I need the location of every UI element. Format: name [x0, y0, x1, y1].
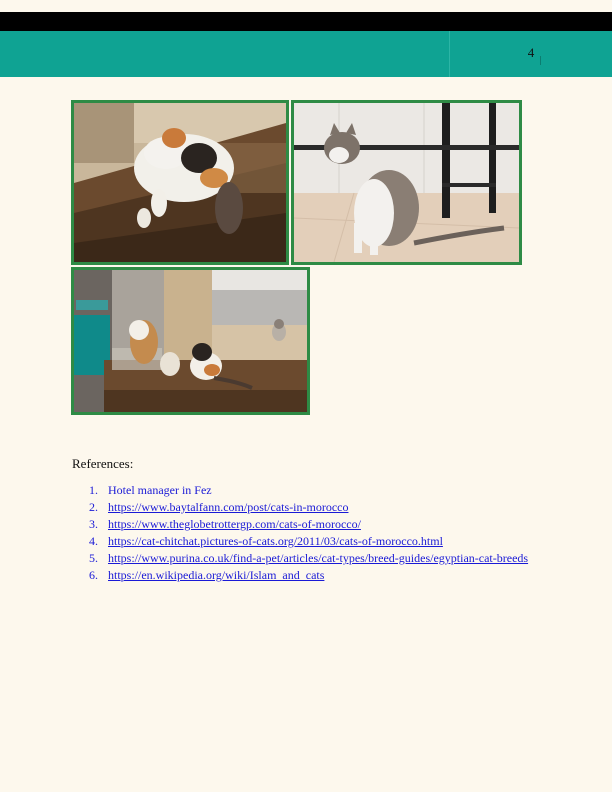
header-divider — [449, 31, 450, 77]
reference-link[interactable]: https://cat-chitchat.pictures-of-cats.org/2011/03/cats-of-morocco.html — [108, 534, 443, 548]
reference-item — [72, 567, 542, 583]
reference-link[interactable]: https://www.theglobetrottergp.com/cats-of-morocco/ — [108, 517, 361, 531]
tabby-white-cat-sitting-photo — [291, 100, 522, 265]
header-band — [0, 31, 612, 77]
reference-link[interactable]: https://www.purina.co.uk/find-a-pet/articles/cat-types/breed-guides/egyptian-cat-breeds — [108, 551, 529, 565]
reference-link[interactable]: https://en.wikipedia.org/wiki/Islam_and_cats — [108, 568, 325, 582]
reference-item — [72, 516, 542, 532]
references-list — [72, 482, 542, 584]
reference-item — [72, 499, 542, 515]
reference-number: 2. — [89, 500, 98, 514]
reference-number: 5. — [89, 551, 98, 565]
reference-item — [72, 533, 542, 549]
reference-item — [72, 550, 542, 566]
reference-item — [72, 482, 542, 498]
reference-number: 6. — [89, 568, 98, 582]
page-number-marker — [540, 56, 541, 65]
cats-by-doorway-photo — [71, 267, 310, 415]
page-number: 4 — [527, 45, 535, 60]
references-title: References: — [72, 456, 134, 471]
calico-cat-grooming-photo — [71, 100, 289, 265]
reference-text: Hotel manager in Fez — [108, 483, 212, 497]
reference-link[interactable]: https://www.baytalfann.com/post/cats-in-morocco — [108, 500, 349, 514]
reference-number: 3. — [89, 517, 98, 531]
reference-number: 4. — [89, 534, 98, 548]
header-top-bar — [0, 12, 612, 31]
reference-number: 1. — [89, 483, 98, 497]
